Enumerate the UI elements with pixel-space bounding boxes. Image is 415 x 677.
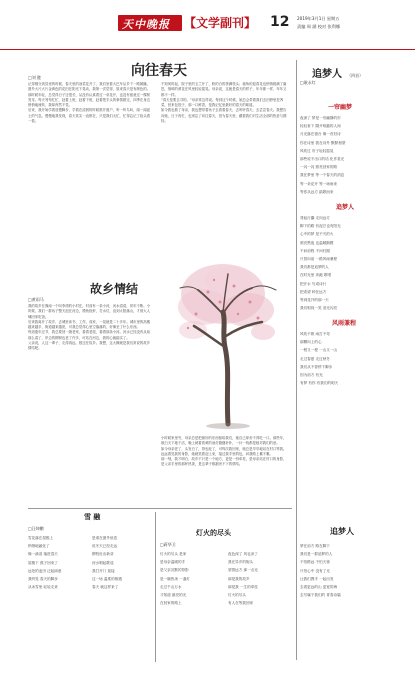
bottom-poem-1-col-b: [92, 534, 152, 591]
poem-heading-2: 追梦人: [336, 204, 355, 211]
poem-line: 风吹过 帘子轻轻摇晃: [300, 148, 334, 153]
poem-line: 一闪一闪 照亮回家的路: [300, 165, 338, 170]
poem-line: 灯火的尽头: [228, 593, 246, 598]
poem-line: 那是我 一生的牵挂: [228, 584, 258, 589]
poem-line: 是一碗热汤 一盏灯: [160, 576, 190, 581]
story-column-2: 小时候家里穷，母亲总是把最好的东西留给我们，她自己却舍不得吃一口。那些年，她白天下地干活，晚上就着昏黄的油灯缝缝补补，一针一线都是她对我们的爱。 如今母亲老了，头发白了，背也驼了，可每次我回家，她总是早早地站在村口等我。远远看见我的身影，她就笑着迎上来，接过我手里的包，问我路上累不累。 那一刻，我才明白，故乡不只是一个地方，更是一份牵挂，是母亲站在村口的身影，是父亲手里的那杯热茶，是这辈子都割舍不下的情结。: [161, 436, 287, 467]
poem-line: 那颗向上的心: [300, 340, 322, 345]
poem-line: 走过千山万水: [160, 584, 182, 589]
poem-line: 心中的梦 是不灭的火: [300, 232, 334, 237]
issue-date: 2019年3月1日 星期五: [297, 16, 340, 21]
poem-line: 是谁在窗外低语: [92, 536, 118, 540]
right-column-divider: [296, 60, 297, 660]
right-poems: [300, 56, 412, 671]
bottom-section-rule: [28, 508, 292, 509]
poem-heading-4: 追梦人: [330, 526, 354, 536]
poem-line: 脚下的路 有泥泞也有阳光: [300, 224, 341, 229]
main-column-1: 记得刚分到县里的时候，春天里的油菜花开了，我们坐着大巴车从乡下一路颠簸，窗外大片大片金黄色的花田在阳光下晃动，我第一次觉得，原来春天是有颜色的。 那时候年轻，总觉得日子还很长，从没有认真看过一朵花开，也没有留意过一棵树发芽。每天匆匆忙忙，赶着上班，赶着下班，赶着把手头的事情做完，四季在身边悄悄地流转，我却浑然不觉。 后来，我开始学着放慢脚步，学着在清晨的时候推开窗户，听一听鸟叫，闻一闻泥土的气息。慢慢地我发现，春天其实一直都在，只是我们太忙，忙得忘记了抬头看一看。: [28, 82, 151, 124]
poem-line: 你在诗里 我在诗外 默默相望: [300, 140, 346, 145]
right-title: [312, 62, 363, 81]
poem-line: 那些说不出口的话 化作星光: [300, 157, 345, 162]
page-number: 12: [270, 14, 290, 30]
poem-line: 从冰雪里 轻轻走来: [28, 585, 58, 590]
right-author: □耿永红: [300, 80, 316, 85]
poem-line: 我们从不曾停下脚步: [300, 364, 333, 369]
poem-line: 不问前程 不问归期: [300, 248, 330, 253]
poem-line: 等你从远方 踏歌而来: [300, 189, 334, 194]
poem-line: 把希望 种在远方: [300, 289, 327, 294]
poem-line: 让我们携手 一起出发: [300, 576, 334, 581]
poem-line: 像一滴泪 落进春天: [28, 552, 58, 557]
poem-line: 悄悄地融化了: [28, 544, 50, 549]
story-title: 故乡情结: [90, 282, 139, 296]
poem-line: 等一朵花开 等一场雨来: [300, 181, 338, 186]
poem-line: 我在梦里 等一个春天的消息: [300, 173, 345, 178]
editors: 责编 周 涵 校对 张利娜: [297, 24, 341, 29]
poem-line: 我们是一群追梦的人: [300, 552, 333, 557]
bottom-poem-1: [28, 512, 152, 662]
poem-1-lines: [300, 114, 410, 196]
poem-line: 是母亲温暖的手: [160, 560, 186, 565]
poem-line: 雪花落在屋檐上: [28, 536, 54, 540]
right-title-note: （四首）: [347, 73, 364, 78]
poem-line: 夜色深了 风也凉了: [228, 552, 258, 556]
bottom-poem-1-col-a: [28, 534, 88, 591]
main-column-2: 不知何时起，院子里的玉兰开了，粉的白的挤满枝头；墙角的迎春花也悄悄爬满了篱笆，细碎的黄花在风里轻轻摇晃。母亲说，这就是春天的样子，年年都一样，年年又都不一样。 “春天是要去寻的。”母亲常这样说。每到这个时候，她总会带着我们去田野里挖荠菜，回来包饺子，那一口鲜香，是我记忆里最好的春天的味道。 如今我也做了母亲，我也想带着孩子去看看春天，去听听春天，去尝尝春天。我想告诉她，日子再忙，也别忘了向往春天，因为春天里，藏着我们对生活全部的热爱与期待。: [161, 82, 287, 124]
poem-line: 远处的麦田 泛起绿意: [28, 568, 62, 573]
main-title: 向往春天: [131, 63, 187, 79]
poem-line: 背起行囊 走向远方: [300, 216, 330, 220]
poem-line: 我听见 春天的脚步: [28, 577, 58, 582]
tree-shadow: [206, 423, 250, 429]
bottom-poem-2-col-a: [160, 550, 224, 607]
main-article: [28, 60, 288, 270]
poem-line: 去写属于我们的 青春诗篇: [300, 593, 341, 598]
poem-3-lines: [300, 330, 410, 387]
bottom-poems-divider: [155, 512, 156, 662]
poem-line: 柳枝吐出新芽: [92, 552, 114, 557]
poem-line: 有梦 有你 有我们的明天: [300, 381, 339, 386]
poem-line: 走过春夏 走过秋冬: [300, 356, 330, 361]
poem-line: 去看更远的山 更宽的海: [300, 585, 338, 590]
poem-line: 我在异乡的街头: [228, 560, 254, 565]
poem-line: 有人在等我回家: [228, 601, 254, 606]
logo-text: 天中晚报: [122, 18, 170, 31]
poem-line: 这一场 温柔的相遇: [92, 577, 122, 582]
main-author: □刘 懿: [28, 75, 42, 80]
poem-line: 风吹不散 雨打不弯: [300, 332, 330, 336]
poem-line: 梦在前方 路在脚下: [300, 544, 330, 548]
poem-line: 等到花开的那一天: [300, 298, 329, 303]
poem-line: 只管向前 一路风雨兼程: [300, 257, 338, 262]
poem-line: 月光落在窗台 像一首旧诗: [300, 132, 341, 137]
poem-line: 才知道 最亮的光: [160, 593, 187, 598]
bottom-poem-2-title: 灯火的尽头: [196, 528, 231, 537]
poem-line: 把汗水 写成诗行: [300, 281, 327, 286]
tree-illustration: [168, 252, 288, 432]
poem-line: 灯火的尽头 是家: [160, 552, 187, 556]
poem-line: 只怕心中 没有了光: [300, 568, 330, 573]
poem-line: 轻轻垂下 隔开喧嚣的人间: [300, 124, 341, 129]
masthead: [0, 0, 415, 52]
bottom-poem-1-title: 雪 融: [84, 512, 101, 521]
poem-line: 在回家的路上: [160, 601, 182, 606]
bottom-poem-2: [160, 528, 292, 664]
poem-line: 说冬天已经走远: [92, 544, 118, 549]
poem-line: 春天 就这样来了: [92, 585, 119, 590]
poem-line: 在时光里 奔跑 歌唱: [300, 273, 332, 278]
story-author: □黄雨马: [28, 297, 44, 302]
masthead-rule: [0, 49, 415, 50]
poem-line: 一程又一程 一山又一山: [300, 348, 338, 353]
bottom-poem-1-author: □汪坤鹏: [28, 526, 44, 531]
blossom-canopy: [178, 264, 275, 340]
poem-heading-1: 一帘幽梦: [328, 104, 353, 111]
poem-line: 河水唱起歌谣: [92, 560, 114, 565]
poem-line: 望着远方 那一点光: [228, 568, 258, 573]
masthead-logo: [118, 15, 182, 31]
poem-2-lines: [300, 214, 410, 312]
poem-line: 那是我的故乡: [228, 576, 250, 581]
poem-4-lines: [300, 542, 410, 599]
bottom-poem-2-col-b: [228, 550, 292, 607]
story-column-1: 我的故乡在豫南一个叫李湾的小村庄，村前有一条小河，河水清清，常年不断。小时候，我们一群孩子整天泡在河边，摸鱼捉虾，打水仗，直到太阳落山，才被大人喊回家吃饭。 后来我离开了故乡，去城里读书、工作、成家，一晃就是二十多年。城市里的高楼越来越多，街道越来越宽，可我总觉得心里空落落的，好像丢了什么东西。 每到逢年过节，我总要回一趟老家，看看老屋，看看那条小河。河水已经没有从前那么清了，岸边的柳树也老了许多，可站在河边，我的心就踏实了。 父亲说，人这一辈子，走得再远，根还在故乡。我想，这大概就是我们常说的故乡情结吧。: [28, 304, 151, 351]
poem-line: 我打开门 迎接: [92, 568, 115, 573]
poem-line: 我们相视一笑 泪光闪亮: [300, 306, 338, 311]
poem-line: 不怕路远 不怕天寒: [300, 560, 330, 565]
bottom-poem-2-author: □蒋华卫: [160, 542, 176, 547]
poem-line: 我们都是追梦的人: [300, 265, 329, 270]
poem-line: 因为前方 有光: [300, 373, 323, 378]
poem-line: 屋檐下 燕子回来了: [28, 560, 58, 565]
section-title: 【文学副刊】: [184, 16, 257, 30]
right-title-text: 追梦人: [312, 69, 342, 80]
poem-line: 夜深了 梦是一帘幽静的帘: [300, 116, 341, 120]
poem-line: 是父亲沉默的背影: [160, 568, 189, 573]
poem-line: 照亮黑夜 也温暖胸膛: [300, 240, 334, 245]
poem-heading-3: 风雨兼程: [332, 320, 357, 327]
